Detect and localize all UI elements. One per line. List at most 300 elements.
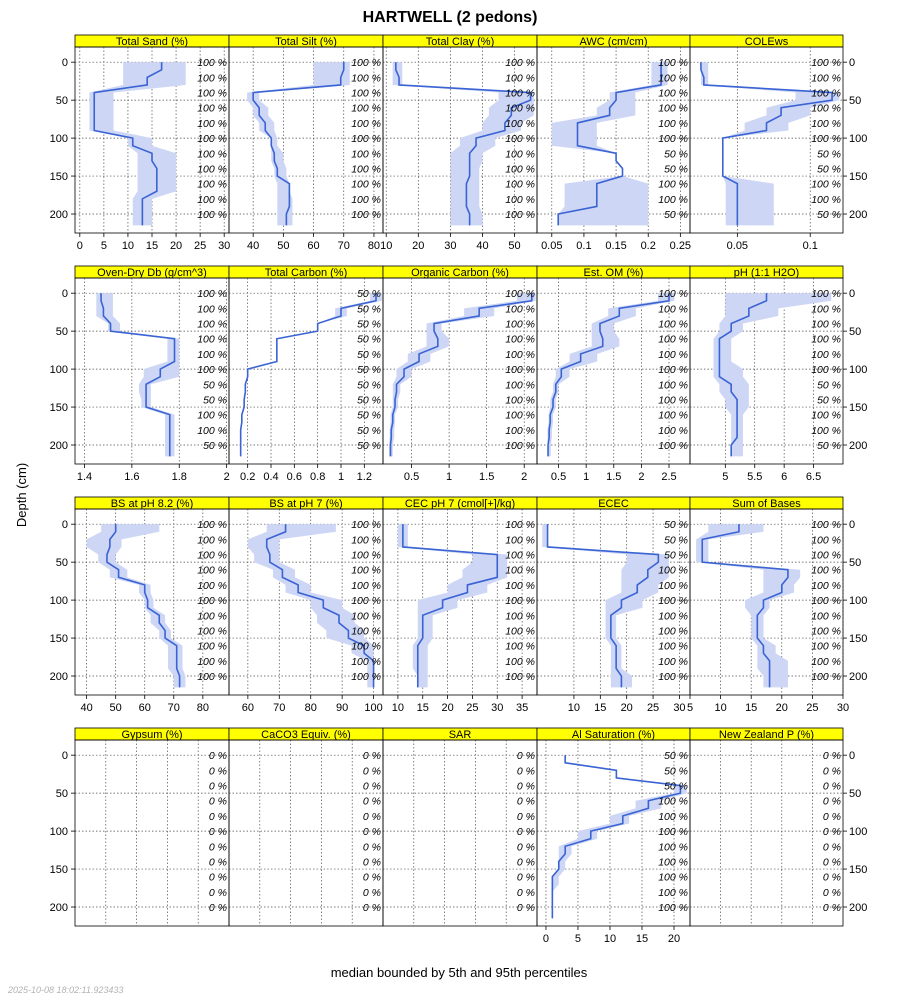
x-tick-label: 25 — [194, 240, 207, 252]
y-tick-label: 200 — [49, 209, 68, 222]
percent-label: 50 % — [357, 440, 381, 453]
percent-label: 50 % — [664, 750, 688, 763]
percent-label: 100 % — [197, 610, 227, 623]
percent-label: 50 % — [664, 148, 688, 161]
percent-label: 0 % — [208, 780, 227, 793]
percent-label: 100 % — [811, 655, 841, 668]
y-tick-label: 50 — [55, 326, 68, 339]
y-tick-label: 0 — [849, 288, 856, 301]
y-axis-label: Depth (cm) — [14, 462, 29, 528]
panel-title: BS at pH 8.2 (%) — [110, 498, 194, 510]
panel — [537, 728, 690, 945]
panel-title: BS at pH 7 (%) — [269, 498, 343, 510]
x-tick-label: 30 — [491, 702, 504, 714]
x-tick-label: 10 — [567, 702, 581, 714]
x-tick-label: 1 — [337, 471, 345, 483]
percent-label: 100 % — [505, 364, 535, 377]
x-tick-label: 20 — [667, 933, 681, 945]
x-tick-label: 50 — [109, 702, 122, 714]
percent-label: 100 % — [351, 133, 381, 146]
percent-label: 100 % — [658, 394, 688, 407]
percent-label: 0 % — [516, 886, 535, 899]
x-tick-label: 15 — [145, 240, 159, 252]
percent-label: 100 % — [811, 409, 841, 422]
x-tick-label: 10 — [603, 933, 617, 945]
percent-label: 100 % — [658, 886, 688, 899]
percent-label: 100 % — [505, 333, 535, 346]
percent-label: 100 % — [351, 87, 381, 100]
x-tick-label: 2 — [638, 471, 645, 483]
x-tick-label: 15 — [745, 702, 758, 714]
percent-labels — [658, 519, 688, 683]
panel-title: COLEws — [744, 36, 789, 48]
figure-title: HARTWELL (2 pedons) — [362, 9, 538, 26]
y-tick-label: 100 — [849, 133, 868, 146]
percent-labels — [811, 57, 841, 221]
x-tick-label: 0.1 — [802, 240, 818, 252]
grid — [690, 740, 843, 926]
percent-label: 50 % — [817, 148, 841, 161]
percent-label: 100 % — [505, 379, 535, 392]
x-tick-label: 0.6 — [286, 471, 302, 483]
percent-label: 0 % — [208, 871, 227, 884]
percent-label: 100 % — [658, 856, 688, 869]
percent-label: 100 % — [658, 841, 688, 854]
percent-label: 100 % — [811, 57, 841, 70]
percent-label: 100 % — [351, 655, 381, 668]
percent-labels — [197, 519, 227, 683]
percent-labels — [517, 750, 535, 914]
panel-title: Total Clay (%) — [425, 36, 495, 48]
x-tick-label: 0.4 — [263, 471, 279, 483]
percent-label: 100 % — [811, 318, 841, 331]
x-tick-label: 90 — [336, 702, 349, 714]
percent-label: 0 % — [822, 810, 841, 823]
percent-label: 0 % — [516, 810, 535, 823]
percent-label: 100 % — [811, 303, 841, 316]
y-tick-label: 200 — [49, 902, 68, 915]
x-tick-label: 6.5 — [805, 471, 822, 483]
percent-label: 0 % — [208, 826, 227, 839]
x-tick-label: 40 — [247, 240, 260, 252]
percent-label: 100 % — [197, 625, 227, 638]
x-axis-label: median bounded by 5th and 95th percentiles — [330, 965, 588, 980]
percent-label: 100 % — [811, 610, 841, 623]
percent-label: 100 % — [505, 519, 535, 532]
y-tick-label: 0 — [61, 750, 68, 763]
percent-labels — [351, 57, 381, 221]
percent-label: 0 % — [208, 841, 227, 854]
panel — [50, 497, 229, 714]
percent-label: 100 % — [505, 579, 535, 592]
percent-labels — [658, 750, 688, 914]
percent-label: 100 % — [351, 534, 381, 547]
percent-label: 100 % — [658, 72, 688, 85]
panel-title: ECEC — [598, 498, 629, 510]
percent-label: 50 % — [664, 163, 688, 176]
percent-label: 100 % — [197, 303, 227, 316]
percent-label: 100 % — [658, 117, 688, 130]
percent-label: 100 % — [658, 409, 688, 422]
y-tick-label: 100 — [849, 364, 868, 377]
panel — [50, 35, 231, 252]
y-tick-label: 200 — [849, 671, 868, 684]
percent-label: 50 % — [664, 534, 688, 547]
percent-label: 100 % — [351, 549, 381, 562]
percent-label: 100 % — [505, 148, 535, 161]
percent-label: 0 % — [362, 826, 381, 839]
percent-label: 0 % — [362, 886, 381, 899]
percent-label: 100 % — [811, 348, 841, 361]
y-tick-label: 150 — [49, 171, 68, 184]
x-tick-label: 6 — [781, 471, 788, 483]
x-tick-label: 5 — [574, 933, 582, 945]
percent-label: 100 % — [197, 409, 227, 422]
percent-label: 100 % — [197, 178, 227, 191]
percent-label: 100 % — [658, 610, 688, 623]
percent-label: 100 % — [505, 625, 535, 638]
x-tick-label: 80 — [304, 702, 317, 714]
x-tick-label: 50 — [508, 240, 521, 252]
percent-label: 0 % — [362, 856, 381, 869]
percent-label: 50 % — [357, 379, 381, 392]
percent-label: 100 % — [505, 655, 535, 668]
percent-labels — [811, 288, 841, 452]
percent-label: 100 % — [658, 288, 688, 301]
panel-grid — [50, 35, 868, 945]
x-tick-label: 80 — [367, 240, 381, 252]
percent-label: 50 % — [817, 394, 841, 407]
percent-label: 100 % — [351, 163, 381, 176]
y-tick-label: 50 — [55, 788, 68, 801]
y-tick-label: 150 — [849, 864, 868, 877]
y-tick-label: 150 — [49, 633, 68, 646]
percent-label: 100 % — [351, 148, 381, 161]
percent-label: 100 % — [505, 409, 535, 422]
percent-label: 100 % — [351, 209, 381, 222]
percent-label: 0 % — [362, 750, 381, 763]
percent-label: 100 % — [505, 348, 535, 361]
percent-label: 100 % — [811, 117, 841, 130]
percent-label: 100 % — [197, 193, 227, 206]
x-tick-label: 15 — [416, 702, 429, 714]
percent-label: 0 % — [822, 902, 841, 915]
percent-label: 100 % — [658, 87, 688, 100]
percent-label: 100 % — [505, 193, 535, 206]
panel — [383, 728, 537, 926]
y-tick-label: 50 — [849, 95, 862, 108]
percent-label: 100 % — [505, 595, 535, 608]
percent-label: 0 % — [362, 902, 381, 915]
percent-label: 50 % — [664, 549, 688, 562]
percent-label: 50 % — [817, 379, 841, 392]
percent-labels — [197, 57, 227, 221]
x-tick-label: 40 — [80, 702, 93, 714]
percent-label: 0 % — [822, 886, 841, 899]
percent-label: 100 % — [811, 549, 841, 562]
percent-label: 100 % — [658, 424, 688, 437]
percent-label: 100 % — [505, 671, 535, 684]
percent-label: 100 % — [197, 72, 227, 85]
percent-label: 50 % — [203, 440, 227, 453]
percent-label: 100 % — [811, 72, 841, 85]
percent-label: 100 % — [351, 579, 381, 592]
x-tick-label: 25 — [466, 702, 479, 714]
percent-label: 100 % — [658, 102, 688, 115]
panel-title: AWC (cm/cm) — [579, 36, 648, 48]
y-tick-label: 50 — [849, 788, 862, 801]
y-tick-label: 0 — [849, 750, 856, 763]
percent-label: 100 % — [658, 826, 688, 839]
percent-label: 100 % — [505, 288, 535, 301]
percent-label: 50 % — [817, 440, 841, 453]
panel — [50, 266, 230, 483]
percent-label: 100 % — [197, 424, 227, 437]
percent-label: 100 % — [505, 303, 535, 316]
percent-label: 100 % — [197, 148, 227, 161]
y-tick-label: 150 — [849, 402, 868, 415]
x-tick-label: 10 — [121, 240, 135, 252]
percent-label: 100 % — [505, 564, 535, 577]
percent-label: 50 % — [357, 288, 381, 301]
percent-label: 100 % — [351, 671, 381, 684]
percent-labels — [505, 519, 535, 683]
panel — [229, 35, 383, 252]
percent-labels — [505, 57, 535, 221]
percent-label: 100 % — [351, 564, 381, 577]
panel-title: SAR — [448, 729, 472, 741]
percent-label: 0 % — [516, 841, 535, 854]
percent-label: 0 % — [208, 886, 227, 899]
y-tick-label: 200 — [849, 440, 868, 453]
percent-label: 100 % — [658, 379, 688, 392]
percent-label: 100 % — [505, 640, 535, 653]
panel — [537, 266, 690, 483]
percent-label: 100 % — [197, 318, 227, 331]
percent-label: 100 % — [351, 625, 381, 638]
timestamp: 2025-10-08 18:02:11.923433 — [8, 985, 124, 995]
percent-label: 50 % — [357, 394, 381, 407]
percent-label: 100 % — [505, 318, 535, 331]
percent-labels — [823, 750, 841, 914]
panel — [690, 728, 867, 926]
y-tick-label: 50 — [55, 95, 68, 108]
panel — [50, 728, 229, 926]
percent-label: 100 % — [197, 640, 227, 653]
percentile-band — [696, 524, 800, 687]
y-tick-label: 200 — [49, 671, 68, 684]
percent-label: 0 % — [516, 871, 535, 884]
panel-frame — [229, 740, 383, 926]
percent-label: 100 % — [197, 579, 227, 592]
percent-label: 100 % — [197, 534, 227, 547]
percent-label: 100 % — [658, 133, 688, 146]
x-tick-label: 20 — [775, 702, 788, 714]
x-tick-label: 40 — [476, 240, 489, 252]
x-tick-label: 5 — [100, 240, 107, 252]
x-tick-label: 70 — [273, 702, 286, 714]
percent-label: 100 % — [811, 333, 841, 346]
panel — [537, 35, 691, 252]
percent-label: 100 % — [658, 871, 688, 884]
x-tick-label: 0.25 — [669, 240, 692, 252]
percent-label: 0 % — [516, 780, 535, 793]
x-tick-label: 10 — [391, 702, 405, 714]
percent-label: 100 % — [658, 318, 688, 331]
percent-label: 100 % — [811, 595, 841, 608]
percent-label: 100 % — [505, 57, 535, 70]
x-tick-label: 10 — [714, 702, 727, 714]
percent-label: 0 % — [362, 810, 381, 823]
percent-label: 100 % — [197, 595, 227, 608]
percent-label: 100 % — [658, 795, 688, 808]
y-tick-label: 150 — [49, 864, 68, 877]
x-tick-label: 0.5 — [403, 471, 420, 483]
y-tick-label: 200 — [849, 902, 868, 915]
grid — [75, 740, 229, 926]
x-tick-label: 70 — [337, 240, 350, 252]
median-line — [241, 293, 376, 456]
x-tick-label: 0.05 — [541, 240, 563, 252]
x-tick-label: 5.5 — [747, 471, 763, 483]
x-tick-label: 0.15 — [605, 240, 627, 252]
percent-label: 100 % — [811, 671, 841, 684]
panel — [687, 497, 867, 714]
percent-label: 100 % — [197, 333, 227, 346]
percent-label: 100 % — [658, 364, 688, 377]
grid — [229, 740, 383, 926]
panel — [690, 266, 867, 483]
x-tick-label: 2.5 — [661, 471, 677, 483]
panel — [229, 497, 383, 714]
percent-label: 100 % — [811, 102, 841, 115]
percentile-band — [96, 293, 179, 456]
x-tick-label: 20 — [620, 702, 633, 714]
percentile-band — [87, 524, 186, 687]
percent-label: 100 % — [811, 364, 841, 377]
percent-label: 100 % — [811, 519, 841, 532]
x-tick-label: 2 — [223, 471, 230, 483]
percent-label: 50 % — [357, 424, 381, 437]
percent-label: 50 % — [817, 209, 841, 222]
percent-label: 0 % — [362, 871, 381, 884]
x-tick-label: 1 — [583, 471, 590, 483]
percent-label: 100 % — [658, 564, 688, 577]
x-tick-label: 1.4 — [76, 471, 93, 483]
y-tick-label: 150 — [49, 402, 68, 415]
x-tick-label: 70 — [167, 702, 180, 714]
percent-label: 100 % — [505, 440, 535, 453]
percent-label: 100 % — [811, 640, 841, 653]
percent-label: 100 % — [351, 72, 381, 85]
percent-label: 100 % — [505, 72, 535, 85]
panel — [537, 497, 690, 714]
panel-title: Gypsum (%) — [121, 729, 183, 741]
panel — [690, 35, 867, 252]
percent-labels — [209, 750, 227, 914]
percent-label: 0 % — [822, 856, 841, 869]
x-tick-label: 80 — [196, 702, 209, 714]
x-tick-label: 30 — [218, 240, 231, 252]
y-tick-label: 100 — [849, 595, 868, 608]
y-tick-label: 0 — [849, 57, 856, 70]
percent-label: 100 % — [351, 102, 381, 115]
panel-title: pH (1:1 H2O) — [733, 267, 800, 279]
percent-label: 0 % — [362, 795, 381, 808]
y-tick-label: 50 — [849, 557, 862, 570]
percent-label: 100 % — [197, 57, 227, 70]
y-tick-label: 150 — [849, 171, 868, 184]
percent-label: 100 % — [197, 519, 227, 532]
percent-label: 0 % — [208, 765, 227, 778]
x-tick-label: 60 — [138, 702, 151, 714]
percent-labels — [357, 288, 381, 452]
percent-label: 100 % — [811, 288, 841, 301]
percent-label: 50 % — [664, 519, 688, 532]
y-tick-label: 0 — [61, 519, 68, 532]
percent-label: 100 % — [197, 163, 227, 176]
percent-label: 100 % — [658, 178, 688, 191]
percent-label: 100 % — [197, 87, 227, 100]
percentile-band — [547, 293, 674, 456]
percent-label: 0 % — [516, 795, 535, 808]
percent-label: 100 % — [197, 549, 227, 562]
x-tick-label: 30 — [673, 702, 686, 714]
x-tick-label: 60 — [241, 702, 254, 714]
percent-label: 50 % — [664, 765, 688, 778]
x-tick-label: 50 — [277, 240, 290, 252]
percent-label: 100 % — [351, 519, 381, 532]
x-tick-label: 1 — [446, 471, 453, 483]
x-tick-label: 2 — [521, 471, 528, 483]
percent-label: 100 % — [505, 117, 535, 130]
x-tick-label: 5 — [722, 471, 729, 483]
percent-label: 100 % — [658, 595, 688, 608]
percent-label: 100 % — [197, 133, 227, 146]
y-tick-label: 0 — [61, 288, 68, 301]
percent-label: 100 % — [658, 57, 688, 70]
y-tick-label: 100 — [49, 826, 68, 839]
percent-label: 100 % — [658, 902, 688, 915]
x-tick-label: 5 — [686, 702, 694, 714]
percent-label: 100 % — [197, 117, 227, 130]
x-tick-label: 0 — [542, 933, 550, 945]
percentile-band — [247, 62, 350, 225]
percent-label: 100 % — [351, 595, 381, 608]
percent-label: 50 % — [357, 409, 381, 422]
percent-label: 100 % — [351, 178, 381, 191]
percent-label: 0 % — [822, 841, 841, 854]
y-tick-label: 200 — [849, 209, 868, 222]
x-tick-label: 15 — [635, 933, 649, 945]
percent-label: 100 % — [658, 303, 688, 316]
panel-title: Organic Carbon (%) — [411, 267, 509, 279]
x-tick-label: 0.5 — [550, 471, 567, 483]
percent-label: 0 % — [516, 856, 535, 869]
median-line — [253, 62, 344, 225]
percent-labels — [505, 288, 535, 452]
percent-label: 0 % — [822, 765, 841, 778]
percent-label: 0 % — [208, 750, 227, 763]
x-tick-label: 1.2 — [356, 471, 372, 483]
percent-label: 100 % — [505, 534, 535, 547]
percent-label: 100 % — [197, 655, 227, 668]
panel-frame — [75, 740, 229, 926]
percent-label: 100 % — [197, 102, 227, 115]
y-tick-label: 100 — [849, 826, 868, 839]
x-tick-label: 20 — [441, 702, 454, 714]
x-tick-label: 25 — [646, 702, 660, 714]
